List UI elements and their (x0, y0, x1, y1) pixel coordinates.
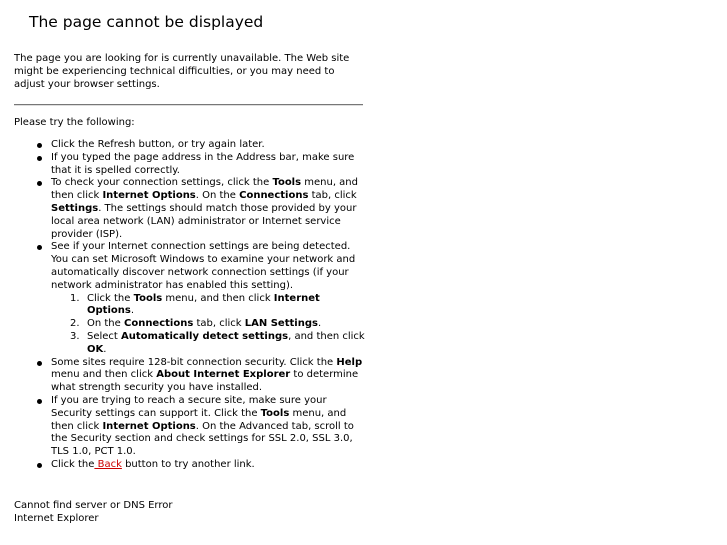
tools-menu-label: Tools (260, 407, 290, 419)
list-item-text: Click the Refresh button, or try again later. (51, 139, 265, 150)
list-item-text: tab, click (308, 190, 357, 202)
tools-menu-label: Tools (133, 292, 163, 304)
lan-settings-label: LAN Settings (244, 318, 318, 330)
ok-label: OK (87, 343, 104, 355)
step-text: Click the (87, 292, 134, 304)
auto-detect-label: Automatically detect settings (121, 330, 289, 342)
step-number: 3. (70, 330, 80, 342)
list-item-128-bit (51, 357, 366, 395)
step-item (70, 330, 366, 357)
page-title: The page cannot be displayed (29, 13, 264, 31)
list-item-refresh (51, 139, 366, 152)
list-item-text: Some sites require 128-bit connection security. Click the (51, 356, 337, 368)
list-item-text: . The settings should match those provided by your local area network (LAN) administrator or Internet service provider (ISP). (51, 202, 357, 240)
connections-tab-label: Connections (239, 190, 309, 202)
list-item-back (51, 459, 366, 472)
list-item-connection-settings (51, 177, 366, 241)
list-item-text: to determine what strength security you have installed. (51, 369, 359, 394)
step-text: . (317, 318, 322, 330)
list-item-text: If you typed the page address in the Address bar, make sure that it is spelled correctly. (51, 151, 355, 176)
step-text: . (103, 343, 107, 355)
internet-options-label: Internet Options (102, 190, 196, 202)
try-heading: Please try the following: (14, 117, 135, 128)
settings-label: Settings (51, 202, 99, 214)
divider (14, 104, 363, 106)
list-item-text: Click the (51, 458, 95, 470)
internet-options-label: Internet Options (87, 292, 320, 317)
list-item-text: button to try another link. (121, 458, 255, 470)
step-text: menu, and then click (162, 292, 274, 304)
internet-options-label: Internet Options (102, 420, 196, 432)
step-number: 2. (70, 318, 80, 330)
list-item-text: . On the (195, 190, 240, 202)
footer (14, 500, 173, 526)
steps-list (51, 293, 366, 357)
help-menu-label: Help (336, 356, 363, 368)
tools-menu-label: Tools (272, 177, 302, 189)
suggestion-list (51, 139, 366, 472)
error-type-text: Cannot find server or DNS Error (14, 500, 173, 511)
list-item-text: menu, and then click (51, 177, 358, 202)
list-item-secure-site (51, 395, 366, 459)
browser-name-text: Internet Explorer (14, 512, 99, 524)
list-item-text: menu and then click (51, 369, 157, 381)
list-item-text: If you are trying to reach a secure site, make sure your Security settings can support it. Click the (51, 394, 327, 419)
list-item-auto-detect (51, 241, 366, 356)
list-item-text: . On the Advanced tab, scroll to the Security section and check settings for SSL 2.0, SSL 3.0, TLS 1.0, PCT 1.0. (51, 420, 354, 458)
step-text: tab, click (193, 318, 245, 330)
list-item-address (51, 152, 366, 178)
step-text: On the (87, 318, 124, 330)
list-item-text: See if your Internet connection settings are being detected. You can set Microsoft Windows to examine your network and automatically discover network connection settings (if your network administrator has enabled this setting). (51, 241, 356, 291)
about-ie-label: About Internet Explorer (156, 369, 291, 381)
list-item-text: menu, and then click (51, 407, 347, 432)
intro-text: The page you are looking for is currently unavailable. The Web site might be experiencing technical difficulties, or you may need to adjust your browser settings. (14, 53, 350, 90)
connections-tab-label: Connections (123, 318, 194, 330)
back-link[interactable]: Back (94, 458, 122, 470)
step-text: , and then click (288, 330, 365, 342)
step-text: Select (87, 330, 122, 342)
list-item-text: To check your connection settings, click the (51, 177, 273, 189)
step-text: . (130, 305, 134, 317)
step-item (70, 318, 366, 331)
step-item (70, 292, 366, 319)
step-number: 1. (70, 292, 80, 304)
